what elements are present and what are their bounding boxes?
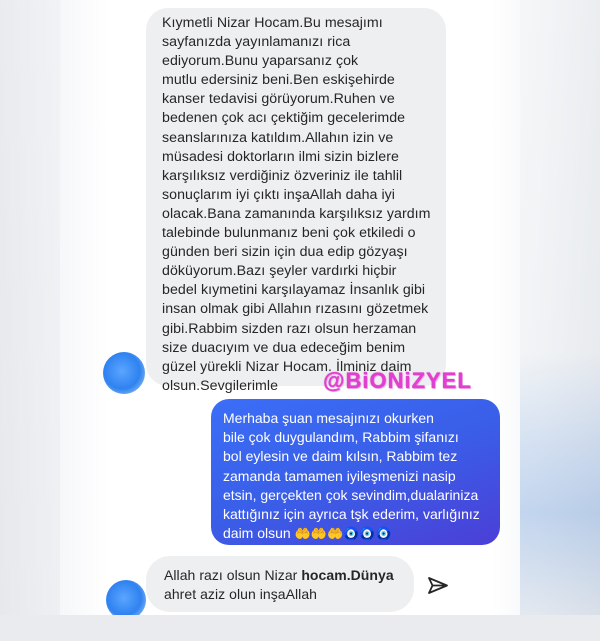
message-line: mutlu edersiniz beni.Ben eskişehirde [162,72,395,89]
message-line: kanser tedavisi görüyorum.Ruhen ve [162,91,395,108]
message-line [164,566,404,585]
message-line: olsun.Sevgilerimle [162,377,279,394]
watermark-handle: @BiONiZYEL [323,368,472,393]
message-text: Allah razı olsun Nizar [164,567,302,583]
sender-avatar[interactable] [106,580,146,620]
send-icon[interactable] [425,573,451,599]
message-line: ahret aziz olun inşaAllah [164,586,318,602]
message-line: sayfanızda yayınlamanızı rica [162,34,351,51]
message-line: müsadesi doktorların ilmi sizin bizlere [162,148,399,165]
message-line: Merhaba şuan mesajınızı okurken [223,410,434,426]
message-line: zamanda tamamen iyileşmenizi nasip [223,467,456,484]
message-line: kattığınız için ayrıca tşk ederim, varlığınız [223,506,480,523]
outgoing-message-bubble[interactable] [211,399,500,545]
message-line: size duacıyım ve dua edeceğim benim [162,339,406,356]
message-line: insan olmak gibi Allahın rızasını gözetmek [162,301,429,318]
message-line: sonuçlarım iyi çıktı inşaAllah daha iyi [162,186,395,203]
message-line: bol eylesin ve daim kılsın, Rabbim tez [223,448,458,465]
message-line: seanslarınıza katıldım.Allahın izin ve [162,129,394,146]
message-line: Kıymetli Nizar Hocam.Bu mesajımı [162,15,383,31]
message-line: gibi.Rabbim sizden razı olsun herzaman [162,320,417,337]
incoming-message-bubble[interactable] [146,8,446,394]
message-line: talebinde bulunmanız beni çok etkiledi o [162,225,416,242]
emoji-sequence: 🤲🤲🤲🧿🧿🧿 [294,526,392,542]
message-text: daim olsun [223,525,295,542]
message-text-bold: hocam.Dünya [301,567,394,583]
message-line: karşılıksız verdiğiniz özveriniz ile tahlil [162,167,403,184]
sender-avatar[interactable] [103,352,145,394]
message-line: günden beri sizin için dua edip gözyaşı [162,244,408,261]
message-line: döküyorum.Bazı şeyler vardırki hiçbir [162,263,397,280]
message-line: etsin, gerçekten çok sevindim,dualariniza [223,486,479,503]
message-line: güzel yürekli Nizar Hocam. İlminiz daim [162,358,412,375]
background-right [520,0,600,641]
bottom-bar [0,615,600,641]
message-line: ediyorum.Bunu yaparsanız çok [162,53,359,70]
background-left [0,0,60,641]
reply-message-bubble[interactable] [146,556,414,612]
message-line: bile çok duygulandım, Rabbim şifanızı [223,429,459,446]
message-line: bedel kıymetini karşılayamaz İnsanlık gibi [162,282,426,299]
message-line: olacak.Bana zamanında karşılıksız yardım [162,205,431,222]
message-line: bedenen çok acı çektiğim gecelerimde [162,110,406,127]
message-line-last [223,524,492,543]
